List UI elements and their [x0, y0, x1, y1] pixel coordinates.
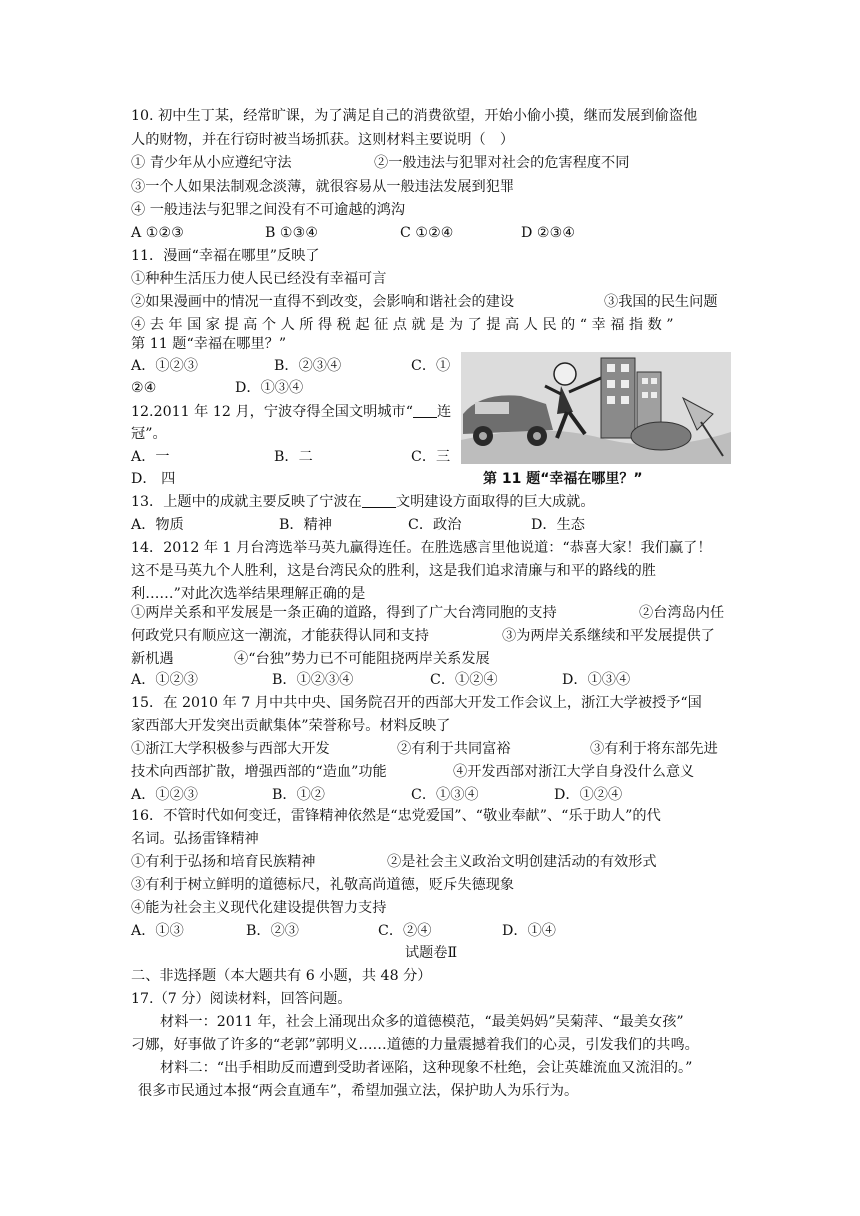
- q14-stem-line2: 这不是马英九个人胜利，这是台湾民众的胜利，这是我们追求清廉与和平的路线的胜: [131, 563, 656, 579]
- q14-option-a[interactable]: A．①②③: [131, 672, 198, 688]
- q14-option-c[interactable]: C．①②④: [430, 672, 498, 688]
- q10-statement-2: ②一般违法与犯罪对社会的危害程度不同: [374, 155, 630, 171]
- q10-statement-3: ③一个人如果法制观念淡薄，就很容易从一般违法发展到犯罪: [131, 179, 515, 195]
- q17-stem: 17.（7 分）阅读材料，回答问题。: [131, 991, 352, 1007]
- q14-statement-3-cont: 新机遇: [131, 651, 174, 667]
- q13-stem-part2: 文明建设方面取得的巨大成就。: [395, 494, 595, 510]
- q15-statement-2: ②有利于共同富裕: [397, 741, 511, 757]
- q10-stem-line2: 人的财物，并在行窃时被当场抓获。这则材料主要说明（ ）: [131, 132, 515, 148]
- q12-stem-part1: 12.2011 年 12 月，宁波夺得全国文明城市“: [131, 404, 413, 420]
- q13-option-a[interactable]: A．物质: [131, 517, 184, 533]
- q13-option-c[interactable]: C．政治: [408, 517, 462, 533]
- q16-stem-line2: 名词。弘扬雷锋精神: [131, 831, 259, 847]
- q14-statement-2: ②台湾岛内任: [639, 605, 725, 621]
- q14-stem-line3: 利……”对此次选举结果理解正确的是: [131, 586, 366, 602]
- q16-statement-3: ③有利于树立鲜明的道德标尺，礼敬高尚道德，贬斥失德现象: [131, 877, 515, 893]
- q17-material2-line1: 材料二：“出手相助反而遭到受助者诬陷，这种现象不杜绝，会让英雄流血又流泪的。”: [160, 1060, 693, 1076]
- q15-statement-3-cont: 技术向西部扩散，增强西部的“造血”功能: [131, 764, 387, 780]
- q14-statement-1: ①两岸关系和平发展是一条正确的道路，得到了广大台湾同胞的支持: [131, 605, 557, 621]
- q11-options-row2: [131, 378, 451, 398]
- q14-statement-4: ④“台独”势力已不可能阻挠两岸关系发展: [234, 651, 490, 667]
- q10-option-d[interactable]: D ②③④: [521, 225, 576, 241]
- q17-material1-line1: 材料一：2011 年，社会上涌现出众多的道德模范，“最美妈妈”吴菊萍、“最美女孩”: [160, 1014, 684, 1030]
- q11-option-b[interactable]: B．②③④: [274, 358, 342, 374]
- q13-option-b[interactable]: B．精神: [279, 517, 332, 533]
- q12-answer-blank[interactable]: [413, 403, 437, 418]
- q12-option-d[interactable]: D． 四: [131, 471, 176, 487]
- q13-options: [131, 515, 731, 535]
- q14-statements-row1: [131, 603, 731, 623]
- q11-options-row1: [131, 356, 451, 376]
- q14-options: [131, 670, 731, 690]
- q10-stem-line1: 10. 初中生丁某，经常旷课，为了满足自己的消费欲望，开始小偷小摸，继而发展到偷盗他: [131, 108, 698, 124]
- q11-statement-5: 第 11 题“幸福在哪里？”: [131, 336, 287, 352]
- q15-option-d[interactable]: D．①②④: [554, 787, 623, 803]
- q15-statement-3: ③有利于将东部先进: [590, 741, 718, 757]
- q12-option-b[interactable]: B．二: [274, 449, 313, 465]
- q16-option-b[interactable]: B．②③: [246, 923, 299, 939]
- q14-statement-2-cont: 何政党只有顺应这一潮流，才能获得认同和支持: [131, 628, 429, 644]
- q12-stem-part2: 连: [436, 404, 452, 420]
- q10-option-c[interactable]: C ①②④: [400, 225, 454, 241]
- q15-statement-1: ①浙江大学积极参与西部大开发: [131, 741, 330, 757]
- q12-option-c[interactable]: C．三: [411, 449, 451, 465]
- q16-option-d[interactable]: D．①④: [502, 923, 556, 939]
- q15-options: [131, 785, 731, 805]
- cartoon-image: [461, 352, 731, 464]
- q10-statements-row1: [131, 153, 731, 173]
- q16-stem-line1: 16．不管时代如何变迁，雷锋精神依然是“忠党爱国”、“敬业奉献”、“乐于助人”的代: [131, 808, 661, 824]
- q14-option-b[interactable]: B．①②③④: [272, 672, 354, 688]
- q11-statements-row2: [131, 292, 731, 312]
- q12-options-row1: [131, 447, 451, 467]
- q12-stem-line2: 冠”。: [131, 426, 167, 442]
- q11-option-c-cont: ②④: [131, 380, 157, 396]
- q10-option-a[interactable]: A ①②③: [131, 225, 184, 241]
- q11-statement-1: ①种种生活压力使人民已经没有幸福可言: [131, 271, 387, 287]
- q10-statement-1: ① 青少年从小应遵纪守法: [131, 155, 292, 171]
- q12-stem-line1: [131, 402, 451, 422]
- q10-options: [131, 223, 731, 243]
- q16-option-a[interactable]: A．①③: [131, 923, 184, 939]
- q15-option-c[interactable]: C．①③④: [411, 787, 479, 803]
- q14-statement-3: ③为两岸关系继续和平发展提供了: [502, 628, 715, 644]
- q11-option-d[interactable]: D．①③④: [235, 380, 304, 396]
- q12-option-a[interactable]: A．一: [131, 449, 170, 465]
- q15-option-a[interactable]: A．①②③: [131, 787, 198, 803]
- q17-material2-line2: 很多市民通过本报“两会直通车”，希望加强立法，保护助人为乐行为。: [138, 1083, 579, 1099]
- q16-statement-2: ②是社会主义政治文明创建活动的有效形式: [387, 854, 657, 870]
- q10-statement-4: ④ 一般违法与犯罪之间没有不可逾越的鸿沟: [131, 202, 406, 218]
- q15-statements-row1: [131, 739, 731, 759]
- q13-answer-blank[interactable]: [362, 493, 396, 508]
- q13-stem: [131, 492, 731, 512]
- q15-stem-line1: 15．在 2010 年 7 月中共中央、国务院召开的西部大开发工作会议上，浙江大学被授予“国: [131, 695, 702, 711]
- q13-option-d[interactable]: D．生态: [531, 517, 585, 533]
- q14-option-d[interactable]: D．①③④: [562, 672, 631, 688]
- q14-stem-line1: 14．2012 年 1 月台湾选举马英九赢得连任。在胜选感言里他说道：“恭喜大家！我们赢了！: [131, 540, 712, 556]
- q15-statement-4: ④开发西部对浙江大学自身没什么意义: [453, 764, 695, 780]
- q11-statement-2: ②如果漫画中的情况一直得不到改变，会影响和谐社会的建设: [131, 294, 515, 310]
- cartoon-illustration-icon: [461, 352, 731, 464]
- q15-statements-row2: [131, 762, 731, 782]
- cartoon-caption: 第 11 题“幸福在哪里？”: [483, 471, 643, 487]
- q15-stem-line2: 家西部大开发突出贡献集体”荣誉称号。材料反映了: [131, 718, 451, 734]
- q16-statement-1: ①有利于弘扬和培育民族精神: [131, 854, 316, 870]
- q11-statement-4: ④ 去 年 国 家 提 高 个 人 所 得 税 起 征 点 就 是 为 了 提 高 人 民 的 “ 幸 福 指 数 ”: [131, 317, 674, 333]
- q14-statements-row2: [131, 626, 731, 646]
- q11-option-a[interactable]: A．①②③: [131, 358, 198, 374]
- q16-option-c[interactable]: C．②④: [378, 923, 432, 939]
- q11-stem: 11．漫画“幸福在哪里”反映了: [131, 248, 320, 264]
- q16-statement-4: ④能为社会主义现代化建设提供智力支持: [131, 900, 387, 916]
- q10-option-b[interactable]: B ①③④: [265, 225, 319, 241]
- section-heading: 二、非选择题（本大题共有 6 小题，共 48 分）: [131, 968, 432, 984]
- section-title: 试题卷Ⅱ: [404, 945, 458, 961]
- q17-material1-line2: 刁娜，好事做了许多的“老郭”郭明义……道德的力量震撼着我们的心灵，引发我们的共鸣。: [131, 1037, 699, 1053]
- q16-options: [131, 921, 731, 941]
- q11-option-c[interactable]: C．①: [411, 358, 451, 374]
- q16-statements-row1: [131, 852, 731, 872]
- q13-stem-part1: 13．上题中的成就主要反映了宁波在: [131, 494, 362, 510]
- q15-option-b[interactable]: B．①②: [272, 787, 325, 803]
- q14-statements-row3: [131, 649, 731, 669]
- q11-statement-3: ③我国的民生问题: [604, 294, 718, 310]
